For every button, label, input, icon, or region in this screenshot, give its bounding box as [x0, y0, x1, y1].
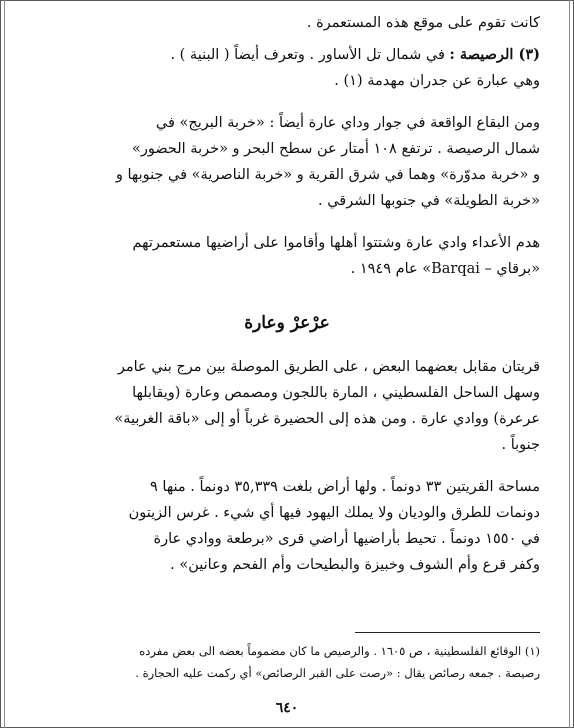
footnote-line-1: (١) الوقائع الفلسطينية ، ص ١٦٠٥ . والرصيص ما كان مضموماً بعضه الى بعض مفرده — [139, 644, 540, 658]
footnote-line-2: رصيصة . جمعه رصائص يقال : «رصت على القبر الرصائص» أي ركمت عليه الحجارة . — [135, 666, 540, 680]
area-line-2: دونمات للطرق والوديان ولا يملك اليهود فيها أي شيء . غرس الزيتون — [128, 505, 540, 521]
area-line-1: مساحة القريتين ٣٣ دونماً . ولها أراض بلغت ٣٥,٣٣٩ دونماً . منها ٩ — [150, 479, 540, 495]
page-number: ٦٤٠ — [275, 700, 299, 716]
places-line-4: «خربة الطويلة» في جنوبها الشرقي . — [318, 193, 540, 209]
villages-line-4: جنوباً . — [501, 437, 540, 453]
villages-line-3: عرعرة) ووادي عارة . ومن هذه إلى الحضيرة غرباً أو إلى «باقة الغربية» — [114, 411, 540, 427]
villages-line-1: قريتان مقابل بعضهما البعض ، على الطريق الموصلة بين مرج بني عامر — [117, 359, 540, 375]
footnotes — [34, 640, 540, 684]
rusaysa-title: (٣) الرصيصة : — [449, 46, 540, 63]
paragraph-rusaysa — [34, 42, 540, 94]
paragraph-enemies — [34, 230, 540, 282]
places-line-3: و «خربة مدوّرة» وهما في شرق القرية و «خربة الناصرية» في جنوبها و — [115, 167, 540, 183]
paragraph-villages — [34, 354, 540, 458]
rusaysa-line-2: وهي عبارة عن جدران مهدمة (١) . — [334, 73, 540, 89]
page-body — [34, 10, 540, 578]
area-line-4: وكفر قرع وأم الشوف وخبيزة والبطيحات وأم الفحم وعانين» . — [170, 557, 540, 573]
rusaysa-line-1 — [34, 42, 540, 68]
places-line-1: ومن البقاع الواقعة في جوار وداي عارة أيضاً : «خربة البريج» في — [155, 115, 540, 131]
intro-line: كانت تقوم على موقع هذه المستعمرة . — [306, 15, 540, 31]
paragraph-area — [34, 474, 540, 578]
enemies-line-1: هدم الأعداء وادي عارة وشتتوا أهلها وأقاموا على أراضيها مستعمرتهم — [132, 235, 540, 251]
enemies-line-2: «برقاي – Barqai» عام ١٩٤٩ . — [350, 261, 540, 277]
footnote-rule — [355, 632, 540, 633]
villages-line-2: وسهل الساحل الفلسطيني ، المارة باللجون ومصمص وعارة (ويقابلها — [132, 385, 540, 401]
left-scan-edge — [4, 0, 5, 728]
area-line-3: في ١٥٥٠ دونماً . تحيط بأراضيها أراضي قرى «برطعة ووادي عارة — [153, 531, 540, 547]
paragraph-places — [34, 110, 540, 214]
section-heading: عرْعرْ وعارة — [244, 313, 330, 333]
places-line-2: شمال الرصيصة . ترتفع ١٠٨ أمتار عن سطح البحر و «خربة الحضور» — [131, 141, 540, 157]
rusaysa-text: في شمال تل الأساور . وتعرف أيضاً ( البنية ) . — [170, 47, 450, 63]
right-scan-edge — [569, 0, 570, 728]
